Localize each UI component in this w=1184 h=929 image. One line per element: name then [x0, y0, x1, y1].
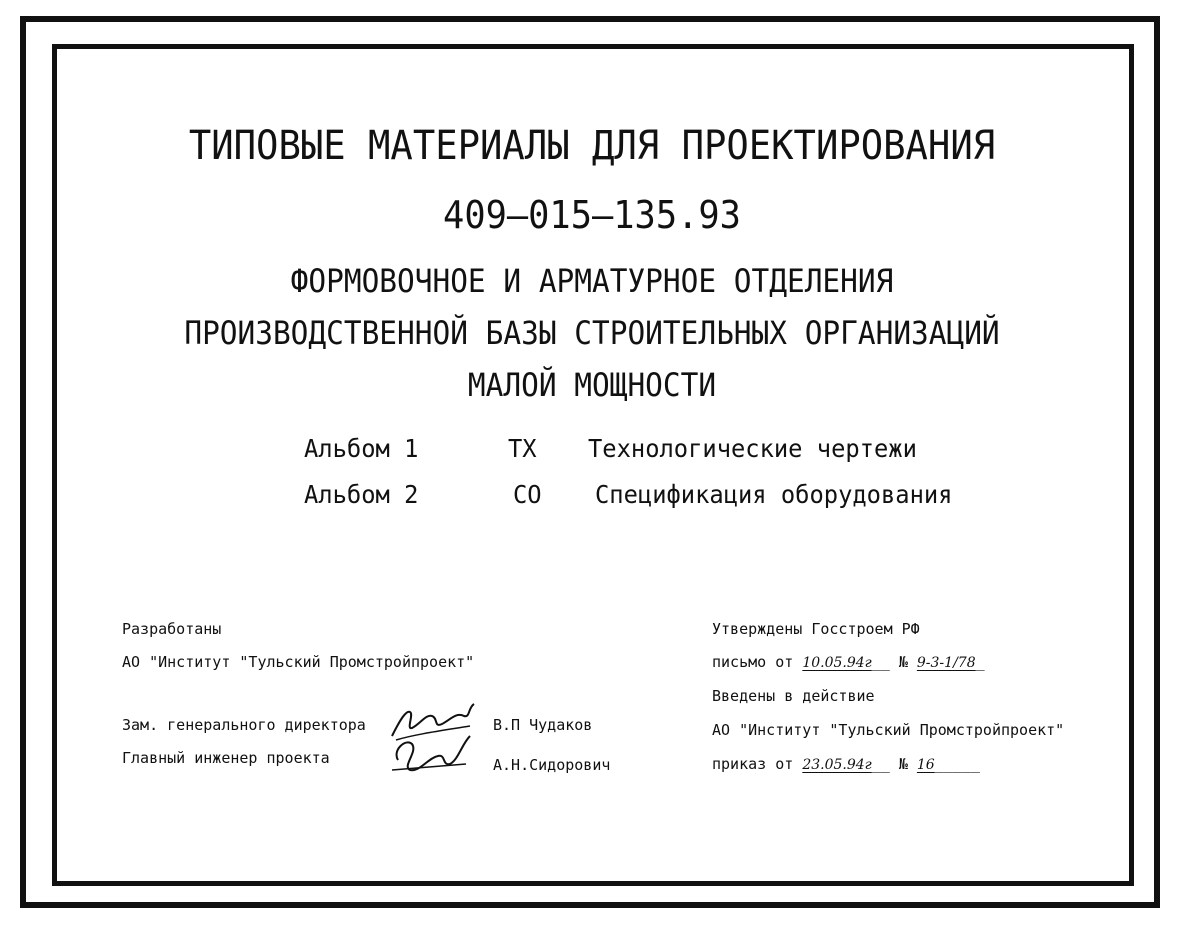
letter-no-label: № [898, 653, 908, 671]
subtitle-line-3: МАЛОЙ МОЩНОСТИ [467, 366, 717, 404]
subtitle-line-2: ПРОИЗВОДСТВЕННОЙ БАЗЫ СТРОИТЕЛЬНЫХ ОРГАНИЗАЦИЙ [184, 314, 1000, 352]
album-2-name: Альбом 2 [304, 480, 419, 509]
developer-label: Разработаны [122, 620, 222, 638]
role-2-title: Главный инженер проекта [122, 749, 330, 767]
subtitle-line-1: ФОРМОВОЧНОЕ И АРМАТУРНОЕ ОТДЕЛЕНИЯ [290, 262, 894, 300]
album-1-desc: Технологические чертежи [588, 434, 917, 463]
signature-2-icon [388, 730, 478, 778]
letter-no: 9-3-1/78 [916, 655, 976, 671]
album-2-code: СО [513, 480, 542, 509]
order-no-label: № [898, 755, 908, 773]
order-date: 23.05.94г [802, 757, 872, 773]
role-1-name: В.П Чудаков [493, 716, 593, 734]
approval-line-1: Утверждены Госстроем РФ [712, 620, 920, 638]
role-1-title: Зам. генерального директора [122, 716, 366, 734]
album-1-code: ТХ [508, 434, 537, 463]
album-1-name: Альбом 1 [304, 434, 419, 463]
letter-date: 10.05.94г [802, 655, 872, 671]
letter-line: письмо от 10.05.94г__ № 9-3-1/78_ [712, 653, 985, 671]
letter-prefix: письмо от [712, 653, 794, 671]
order-no: 16 [916, 757, 935, 773]
role-2-name: А.Н.Сидорович [493, 756, 611, 774]
album-2-desc: Спецификация оборудования [595, 480, 953, 509]
approval-org: АО "Институт "Тульский Промстройпроект" [712, 721, 1065, 739]
order-prefix: приказ от [712, 755, 794, 773]
order-line: приказ от 23.05.94г__ № 16_____ [712, 755, 980, 773]
document-title: ТИПОВЫЕ МАТЕРИАЛЫ ДЛЯ ПРОЕКТИРОВАНИЯ [188, 123, 996, 169]
enacted-line: Введены в действие [712, 687, 875, 705]
document-code: 409–015–135.93 [443, 193, 741, 237]
developer-org: АО "Институт "Тульский Промстройпроект" [122, 653, 475, 671]
